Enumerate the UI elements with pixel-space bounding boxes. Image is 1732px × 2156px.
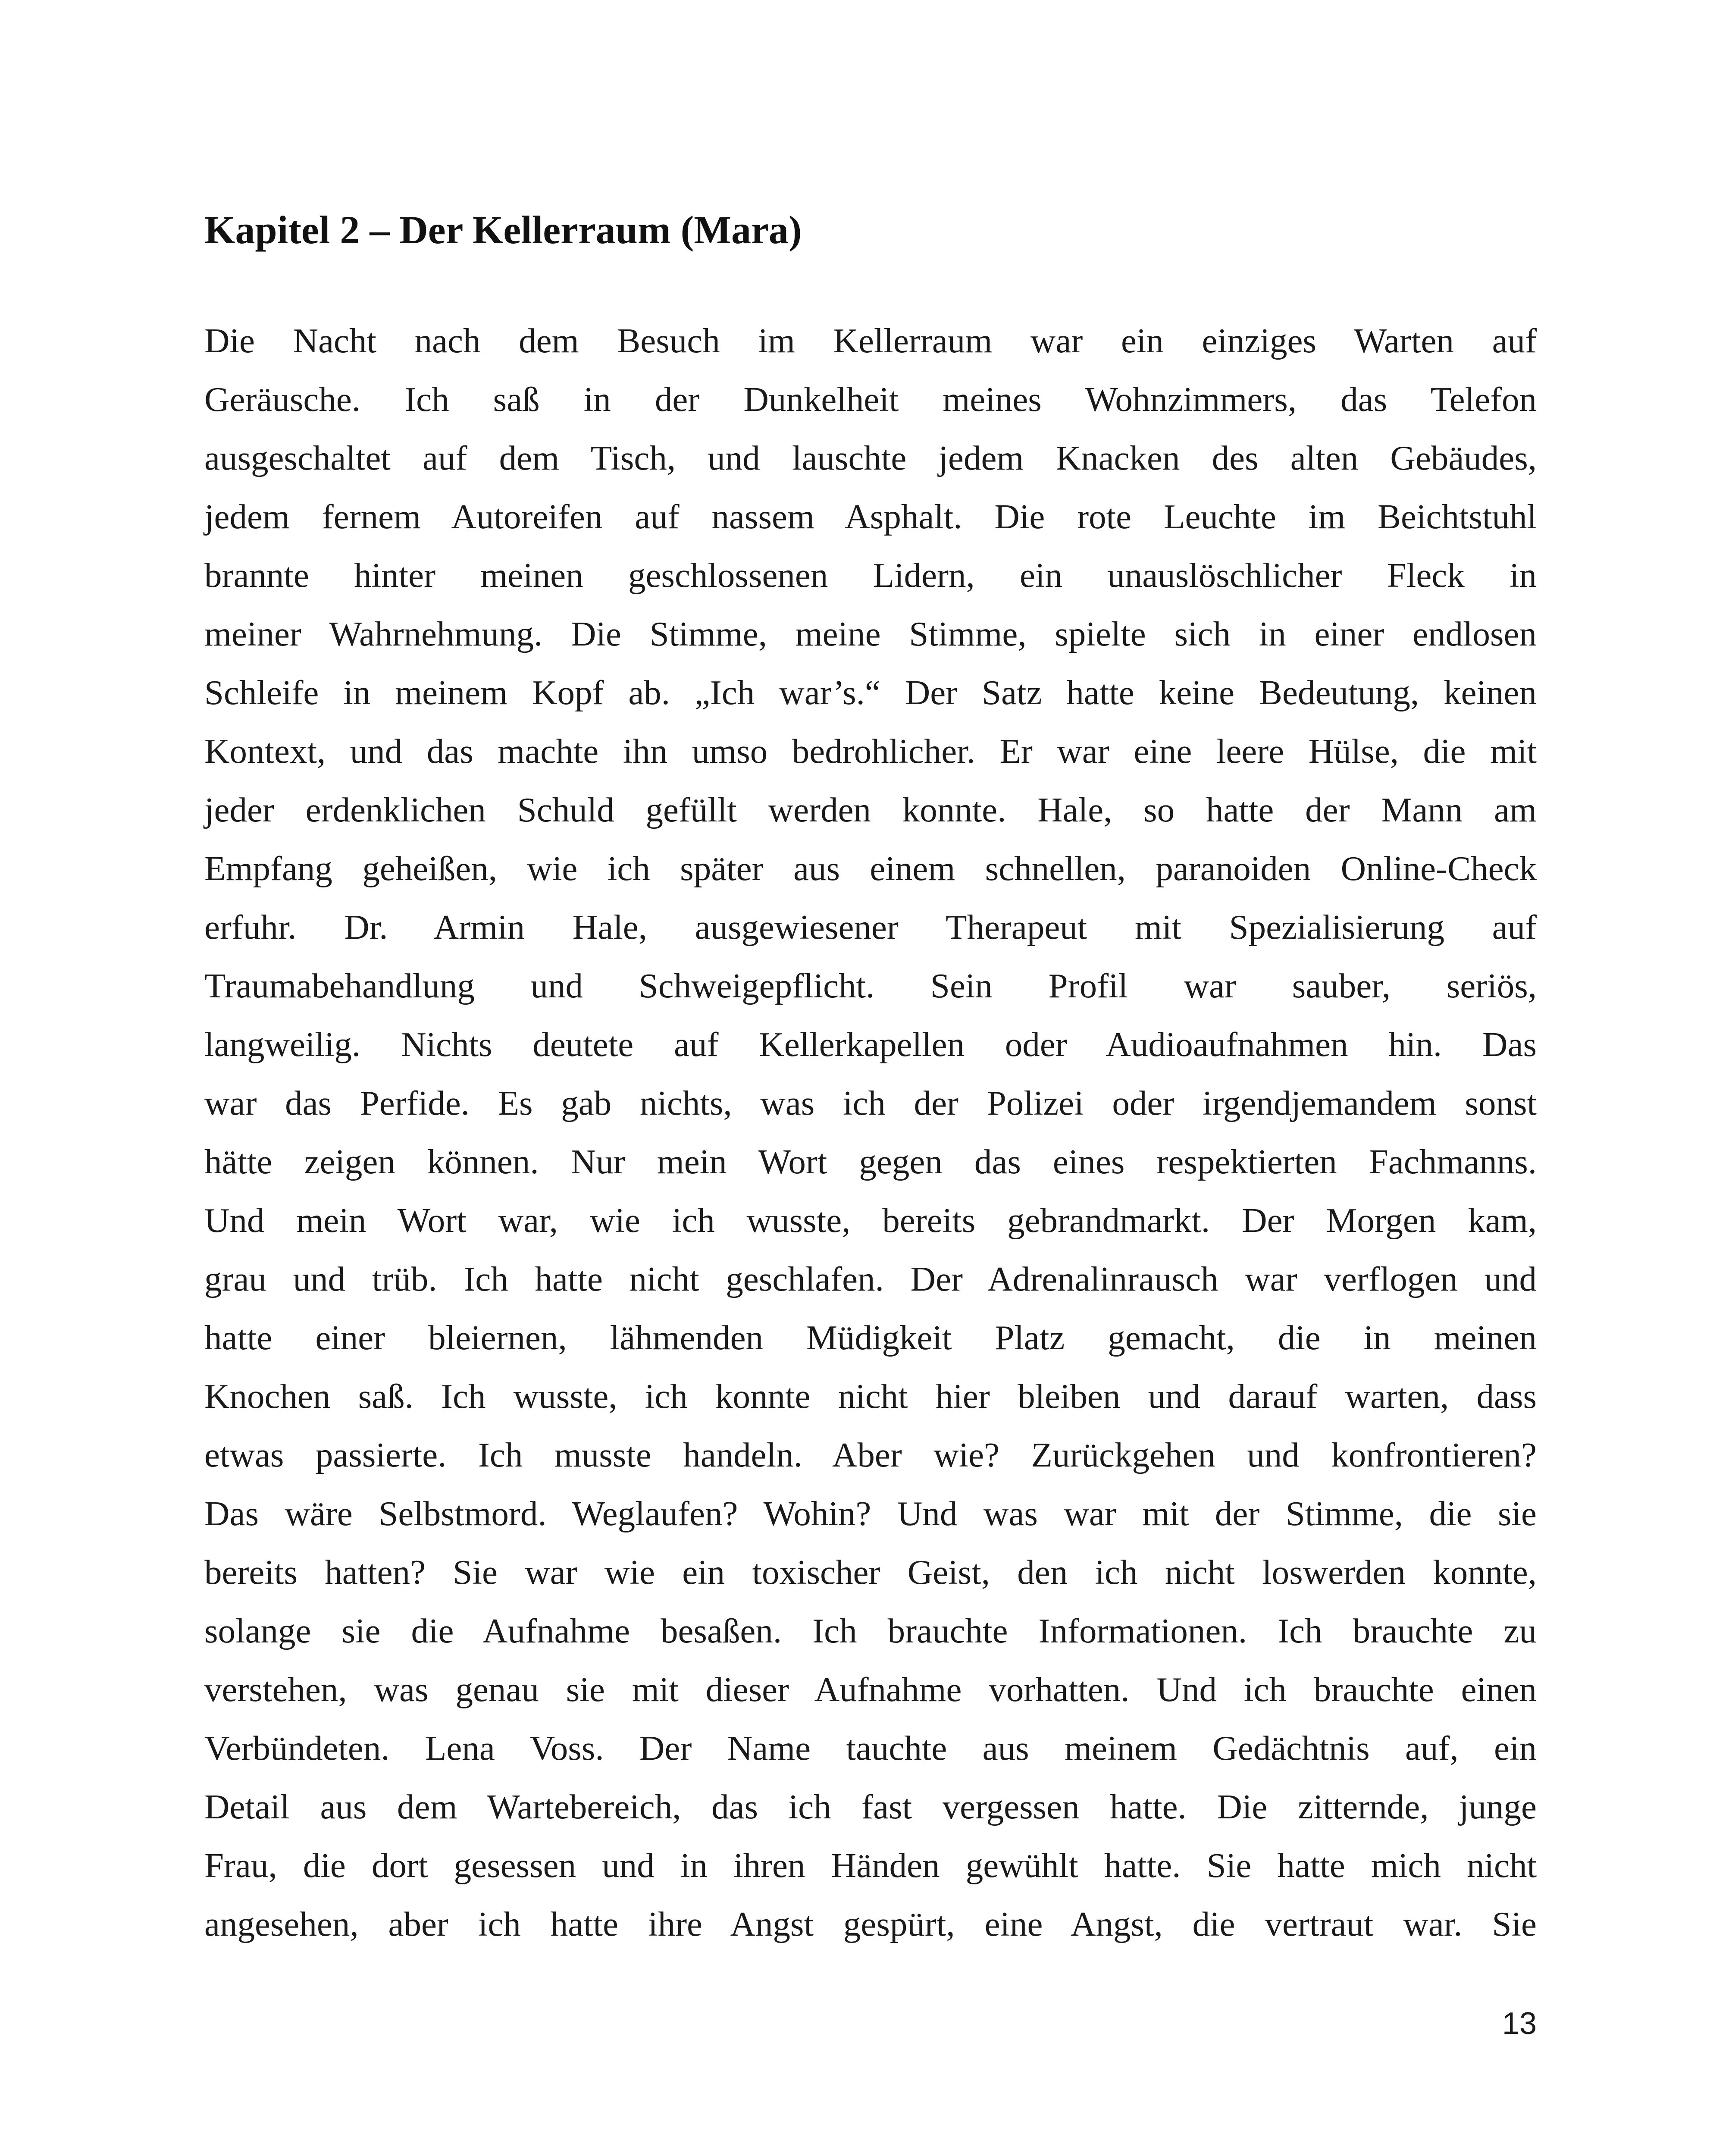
- text-line: solange sie die Aufnahme besaßen. Ich brauchte Informationen. Ich brauchte zu: [204, 1611, 1537, 1650]
- text-line: Detail aus dem Wartebereich, das ich fast vergessen hatte. Die zitternde, junge: [204, 1787, 1537, 1826]
- text-line: Traumabehandlung und Schweigepflicht. Sein Profil war sauber, seriös,: [204, 966, 1537, 1005]
- text-line: angesehen, aber ich hatte ihre Angst gespürt, eine Angst, die vertraut war. Sie: [204, 1905, 1537, 1943]
- text-line: Knochen saß. Ich wusste, ich konnte nicht hier bleiben und darauf warten, dass: [204, 1377, 1537, 1416]
- text-line: Die Nacht nach dem Besuch im Kellerraum war ein einziges Warten auf: [204, 321, 1537, 360]
- text-line: etwas passierte. Ich musste handeln. Aber wie? Zurückgehen und konfrontieren?: [204, 1435, 1537, 1474]
- text-line: jedem fernem Autoreifen auf nassem Asphalt. Die rote Leuchte im Beichtstuhl: [204, 497, 1537, 536]
- text-line: hatte einer bleiernen, lähmenden Müdigkeit Platz gemacht, die in meinen: [204, 1318, 1537, 1357]
- text-line: war das Perfide. Es gab nichts, was ich der Polizei oder irgendjemandem sonst: [204, 1084, 1537, 1122]
- text-line: bereits hatten? Sie war wie ein toxischer Geist, den ich nicht loswerden konnte,: [204, 1553, 1537, 1592]
- body-paragraph: [204, 311, 1537, 1953]
- text-line: meiner Wahrnehmung. Die Stimme, meine Stimme, spielte sich in einer endlosen: [204, 614, 1537, 653]
- text-line: jeder erdenklichen Schuld gefüllt werden konnte. Hale, so hatte der Mann am: [204, 790, 1537, 829]
- text-line: langweilig. Nichts deutete auf Kellerkapellen oder Audioaufnahmen hin. Das: [204, 1025, 1537, 1064]
- text-line: Verbündeten. Lena Voss. Der Name tauchte aus meinem Gedächtnis auf, ein: [204, 1729, 1537, 1767]
- text-line: Frau, die dort gesessen und in ihren Händen gewühlt hatte. Sie hatte mich nicht: [204, 1846, 1537, 1885]
- text-line: verstehen, was genau sie mit dieser Aufnahme vorhatten. Und ich brauchte einen: [204, 1670, 1537, 1709]
- chapter-title: Kapitel 2 – Der Kellerraum (Mara): [204, 208, 802, 252]
- text-line: brannte hinter meinen geschlossenen Lidern, ein unauslöschlicher Fleck in: [204, 556, 1537, 595]
- text-line: grau und trüb. Ich hatte nicht geschlafen. Der Adrenalinrausch war verflogen und: [204, 1260, 1537, 1298]
- text-line: erfuhr. Dr. Armin Hale, ausgewiesener Therapeut mit Spezialisierung auf: [204, 908, 1537, 946]
- page-number: 13: [1502, 2006, 1537, 2041]
- text-line: Kontext, und das machte ihn umso bedrohlicher. Er war eine leere Hülse, die mit: [204, 732, 1537, 771]
- text-line: Das wäre Selbstmord. Weglaufen? Wohin? Und was war mit der Stimme, die sie: [204, 1494, 1537, 1533]
- text-line: Geräusche. Ich saß in der Dunkelheit meines Wohnzimmers, das Telefon: [204, 380, 1537, 419]
- text-line: Schleife in meinem Kopf ab. „Ich war’s.“ Der Satz hatte keine Bedeutung, keinen: [204, 673, 1537, 712]
- text-line: Empfang geheißen, wie ich später aus einem schnellen, paranoiden Online-Check: [204, 849, 1537, 888]
- text-line: ausgeschaltet auf dem Tisch, und lauschte jedem Knacken des alten Gebäudes,: [204, 439, 1537, 477]
- text-line: Und mein Wort war, wie ich wusste, bereits gebrandmarkt. Der Morgen kam,: [204, 1201, 1537, 1240]
- text-line: hätte zeigen können. Nur mein Wort gegen das eines respektierten Fachmanns.: [204, 1142, 1537, 1181]
